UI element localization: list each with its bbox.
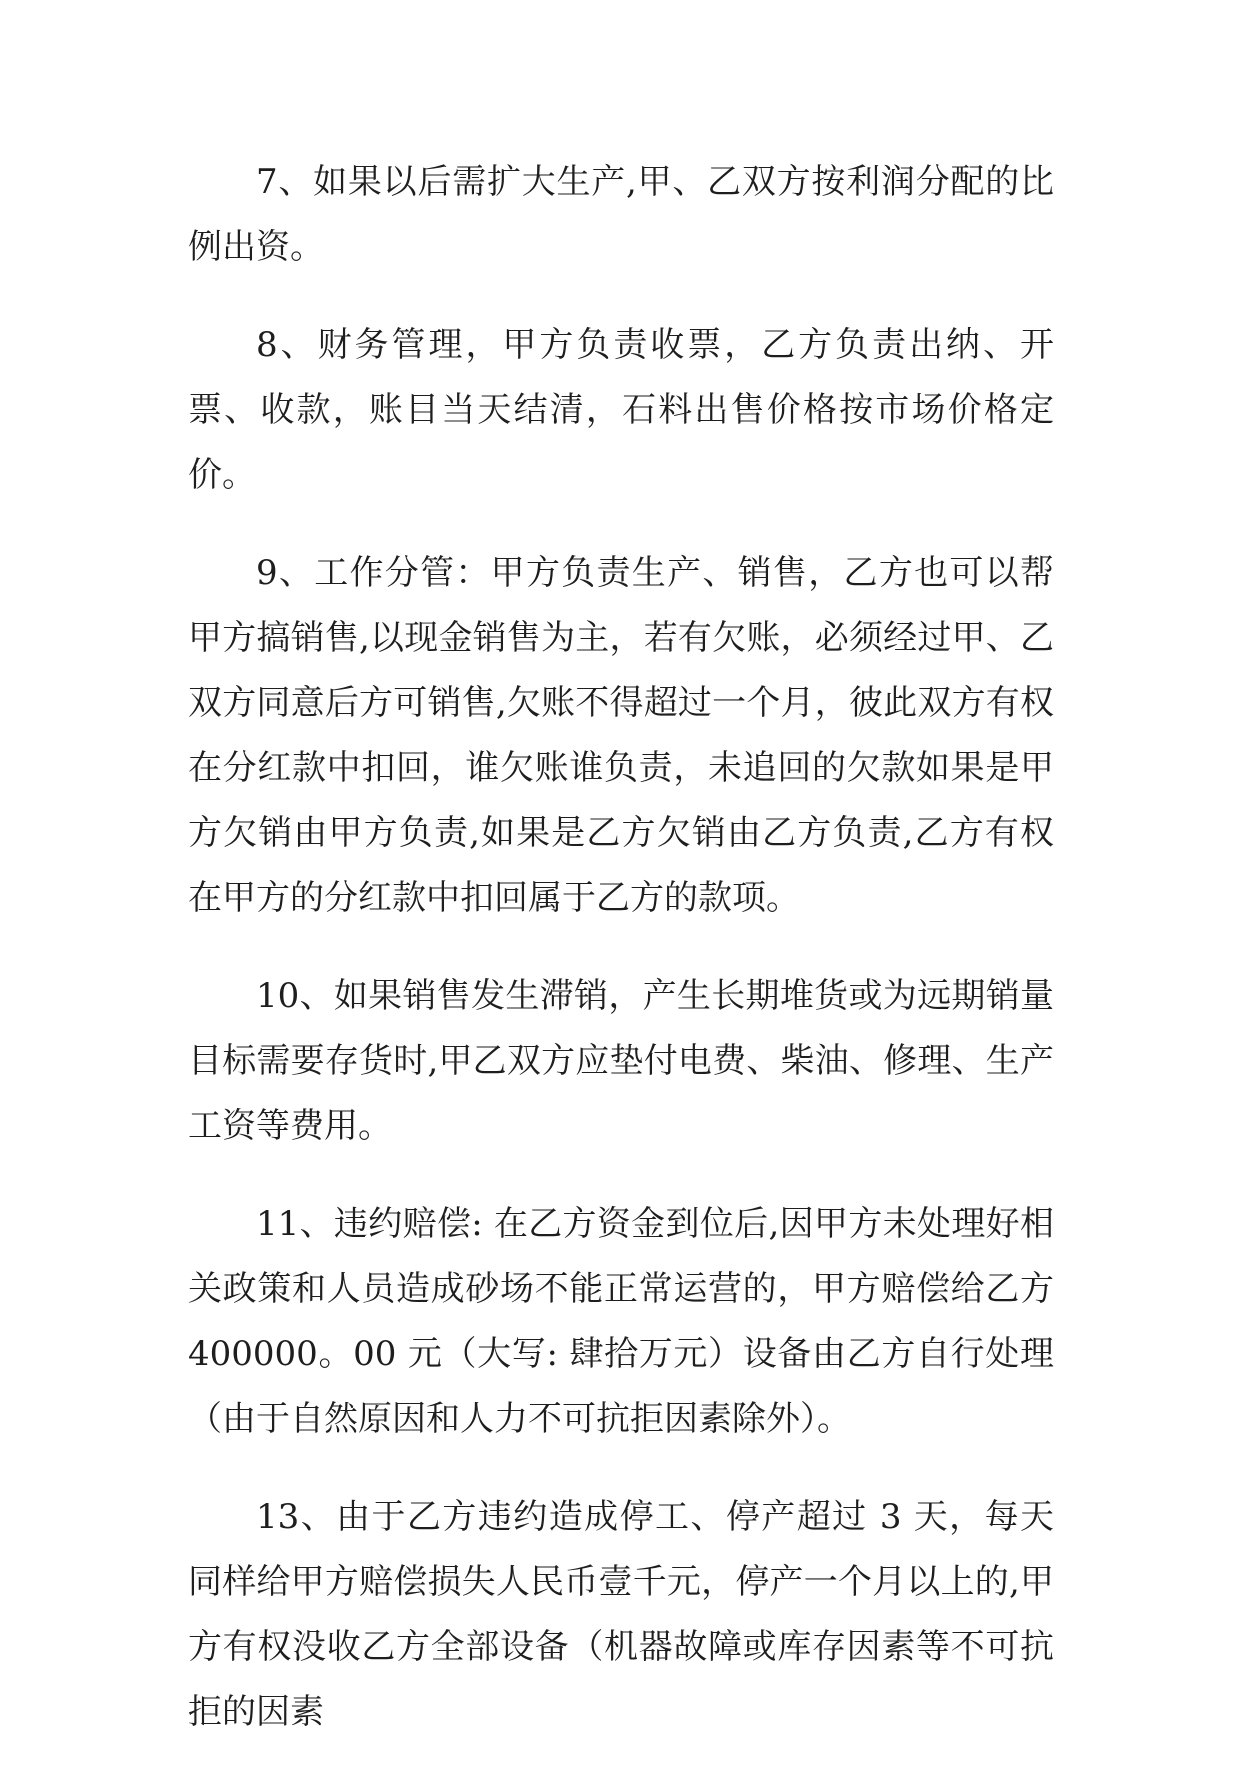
clause-13: 13、由于乙方违约造成停工、停产超过 3 天，每天同样给甲方赔偿损失人民币壹千元，停产一个月以上的,甲方有权没收乙方全部设备（机器故障或库存因素等不可抗拒的因素: [188, 1497, 1054, 1732]
clause-11: 11、违约赔偿: 在乙方资金到位后,因甲方未处理好相关政策和人员造成砂场不能正常运营的，甲方赔偿给乙方400000。00 元（大写: 肆拾万元）设备由乙方自行处理（由于自然原因和人力不可抗拒因素除外）。: [188, 1204, 1054, 1439]
clause-9: 9、工作分管：甲方负责生产、销售，乙方也可以帮甲方搞销售,以现金销售为主，若有欠账，必须经过甲、乙双方同意后方可销售,欠账不得超过一个月，彼此双方有权在分红款中扣回，谁欠账谁负责，未追回的欠款如果是甲方欠销由甲方负责,如果是乙方欠销由乙方负责,乙方有权在甲方的分红款中扣回属于乙方的款项。: [188, 553, 1054, 918]
clause-8: 8、财务管理，甲方负责收票，乙方负责出纳、开票、收款，账目当天结清，石料出售价格按市场价格定价。: [188, 325, 1054, 495]
clause-10: 10、如果销售发生滞销，产生长期堆货或为远期销量目标需要存货时,甲乙双方应垫付电费、柴油、修理、生产工资等费用。: [188, 976, 1054, 1146]
document-body: [188, 150, 1054, 1778]
clause-7: 7、如果以后需扩大生产,甲、乙双方按利润分配的比例出资。: [188, 162, 1054, 267]
